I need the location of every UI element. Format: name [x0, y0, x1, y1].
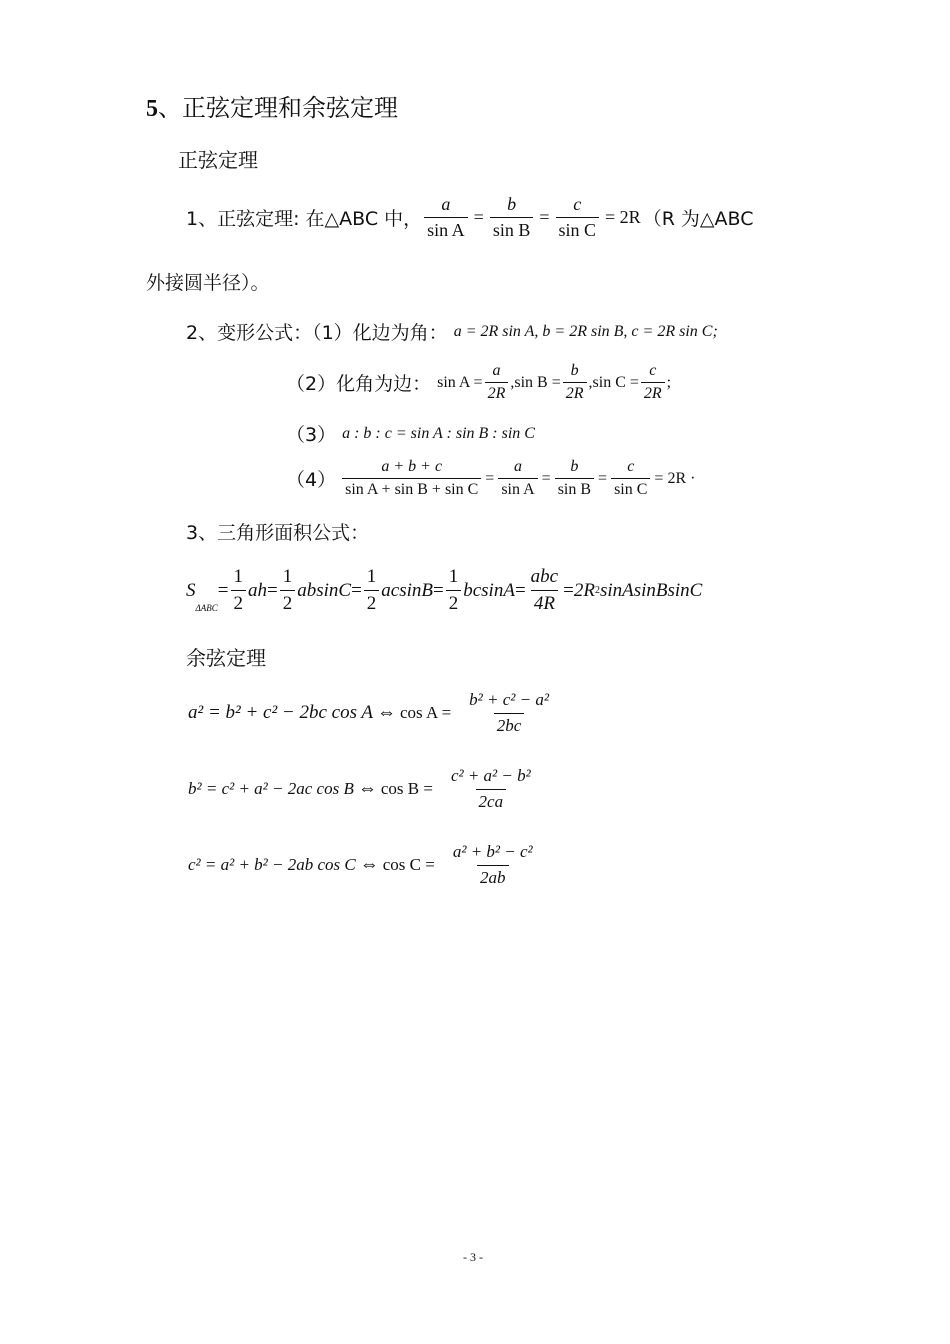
sine-law-statement: 1、正弦定理: 在△ABC 中， $\frac{a}{\text{sin A}}$ = $\frac{b}{\text{sin B}}$ = $\frac{c}{\text{sin C}}$ = 2R （R 为△ABC [186, 194, 754, 240]
cosine-law-title: 余弦定理 [186, 646, 266, 670]
frac-a-over-2R: $\frac{a}{2R}$ [485, 362, 509, 403]
section-heading [146, 88, 398, 123]
item2b-prefix: （2）化角为边： [286, 373, 432, 395]
item1-suffix: （R 为△ABC [642, 208, 754, 230]
sine-law-variant-3 [286, 420, 535, 447]
sine-law-variant-4: （4） $\frac{a + b + c}{\text{sin A + sin B + sin C}}$ = $\frac{a}{\text{sin A}}$ = $\frac{b}{\text{sin B}}$ = $\frac{c}{\text{sin C}}$ = 2R · [286, 458, 696, 498]
frac-sum: $\frac{a + b + c}{\text{sin A + sin B + sin C}}$ [342, 458, 481, 499]
item2c-formula: a : b : c = sin A : sin B : sin C [342, 424, 535, 442]
sine-law-title: 正弦定理 [178, 148, 258, 172]
item2-formula: a = 2R sin A, b = 2R sin B, c = 2R sin C; [453, 322, 718, 340]
frac-b-over-sinB: $\frac{b}{\text{sin B}}$ [490, 194, 534, 241]
item1-continuation: 外接圆半径）。 [146, 272, 270, 294]
cosine-law-b: b² = c² + a² − 2ac cos B ⇔ cos B = $\frac{\text{c² + a² − b²}}{2ca}$ [188, 766, 531, 811]
item1-prefix: 1、正弦定理: 在△ABC 中， [186, 208, 423, 230]
item2-prefix: 2、变形公式：（1）化边为角： [186, 322, 448, 344]
section-number: 5 [146, 96, 158, 122]
cosine-law-a: a² = b² + c² − 2bc cos A ⇔ cos A = $\frac{\text{b² + c² − a²}}{2bc}$ [188, 690, 549, 735]
frac-c-over-sinC: $\frac{c}{\text{sin C}}$ [556, 194, 600, 241]
frac-b-over-2R: $\frac{b}{2R}$ [563, 362, 587, 403]
item2c-prefix: （3） [286, 424, 337, 446]
frac-a-over-sinA: $\frac{a}{\text{sin A}}$ [424, 194, 468, 241]
item1-rhs: = 2R [605, 207, 641, 227]
section-title: 、正弦定理和余弦定理 [158, 94, 398, 122]
area-formula: S ΔABC = $\frac{1}{2}$ ah = $\frac{1}{2}$ absinC = $\frac{1}{2}$ acsinB = $\frac{1}{2}$ bcsinA = $\frac{\text{abc}}{4R}$ = 2R 2 sinAsinBsinC [186, 566, 703, 614]
frac-c-sinC: $\frac{c}{\text{sin C}}$ [611, 458, 650, 499]
sine-law-variant-2: （2）化角为边： sin A = $\frac{a}{2R}$ ,sin B = $\frac{b}{2R}$ ,sin C = $\frac{c}{2R}$ ; [286, 362, 672, 402]
cosine-law-c: c² = a² + b² − 2ab cos C ⇔ cos C = $\frac{\text{a² + b² − c²}}{2ab}$ [188, 842, 533, 887]
sine-law-variant-1 [186, 318, 718, 345]
area-formula-title: 3、三角形面积公式： [186, 522, 370, 544]
frac-a-sinA: $\frac{a}{\text{sin A}}$ [498, 458, 537, 499]
frac-b-sinB: $\frac{b}{\text{sin B}}$ [555, 458, 594, 499]
frac-c-over-2R: $\frac{c}{2R}$ [641, 362, 665, 403]
item2d-prefix: （4） [286, 469, 337, 491]
page-number: - 3 - [463, 1250, 483, 1264]
